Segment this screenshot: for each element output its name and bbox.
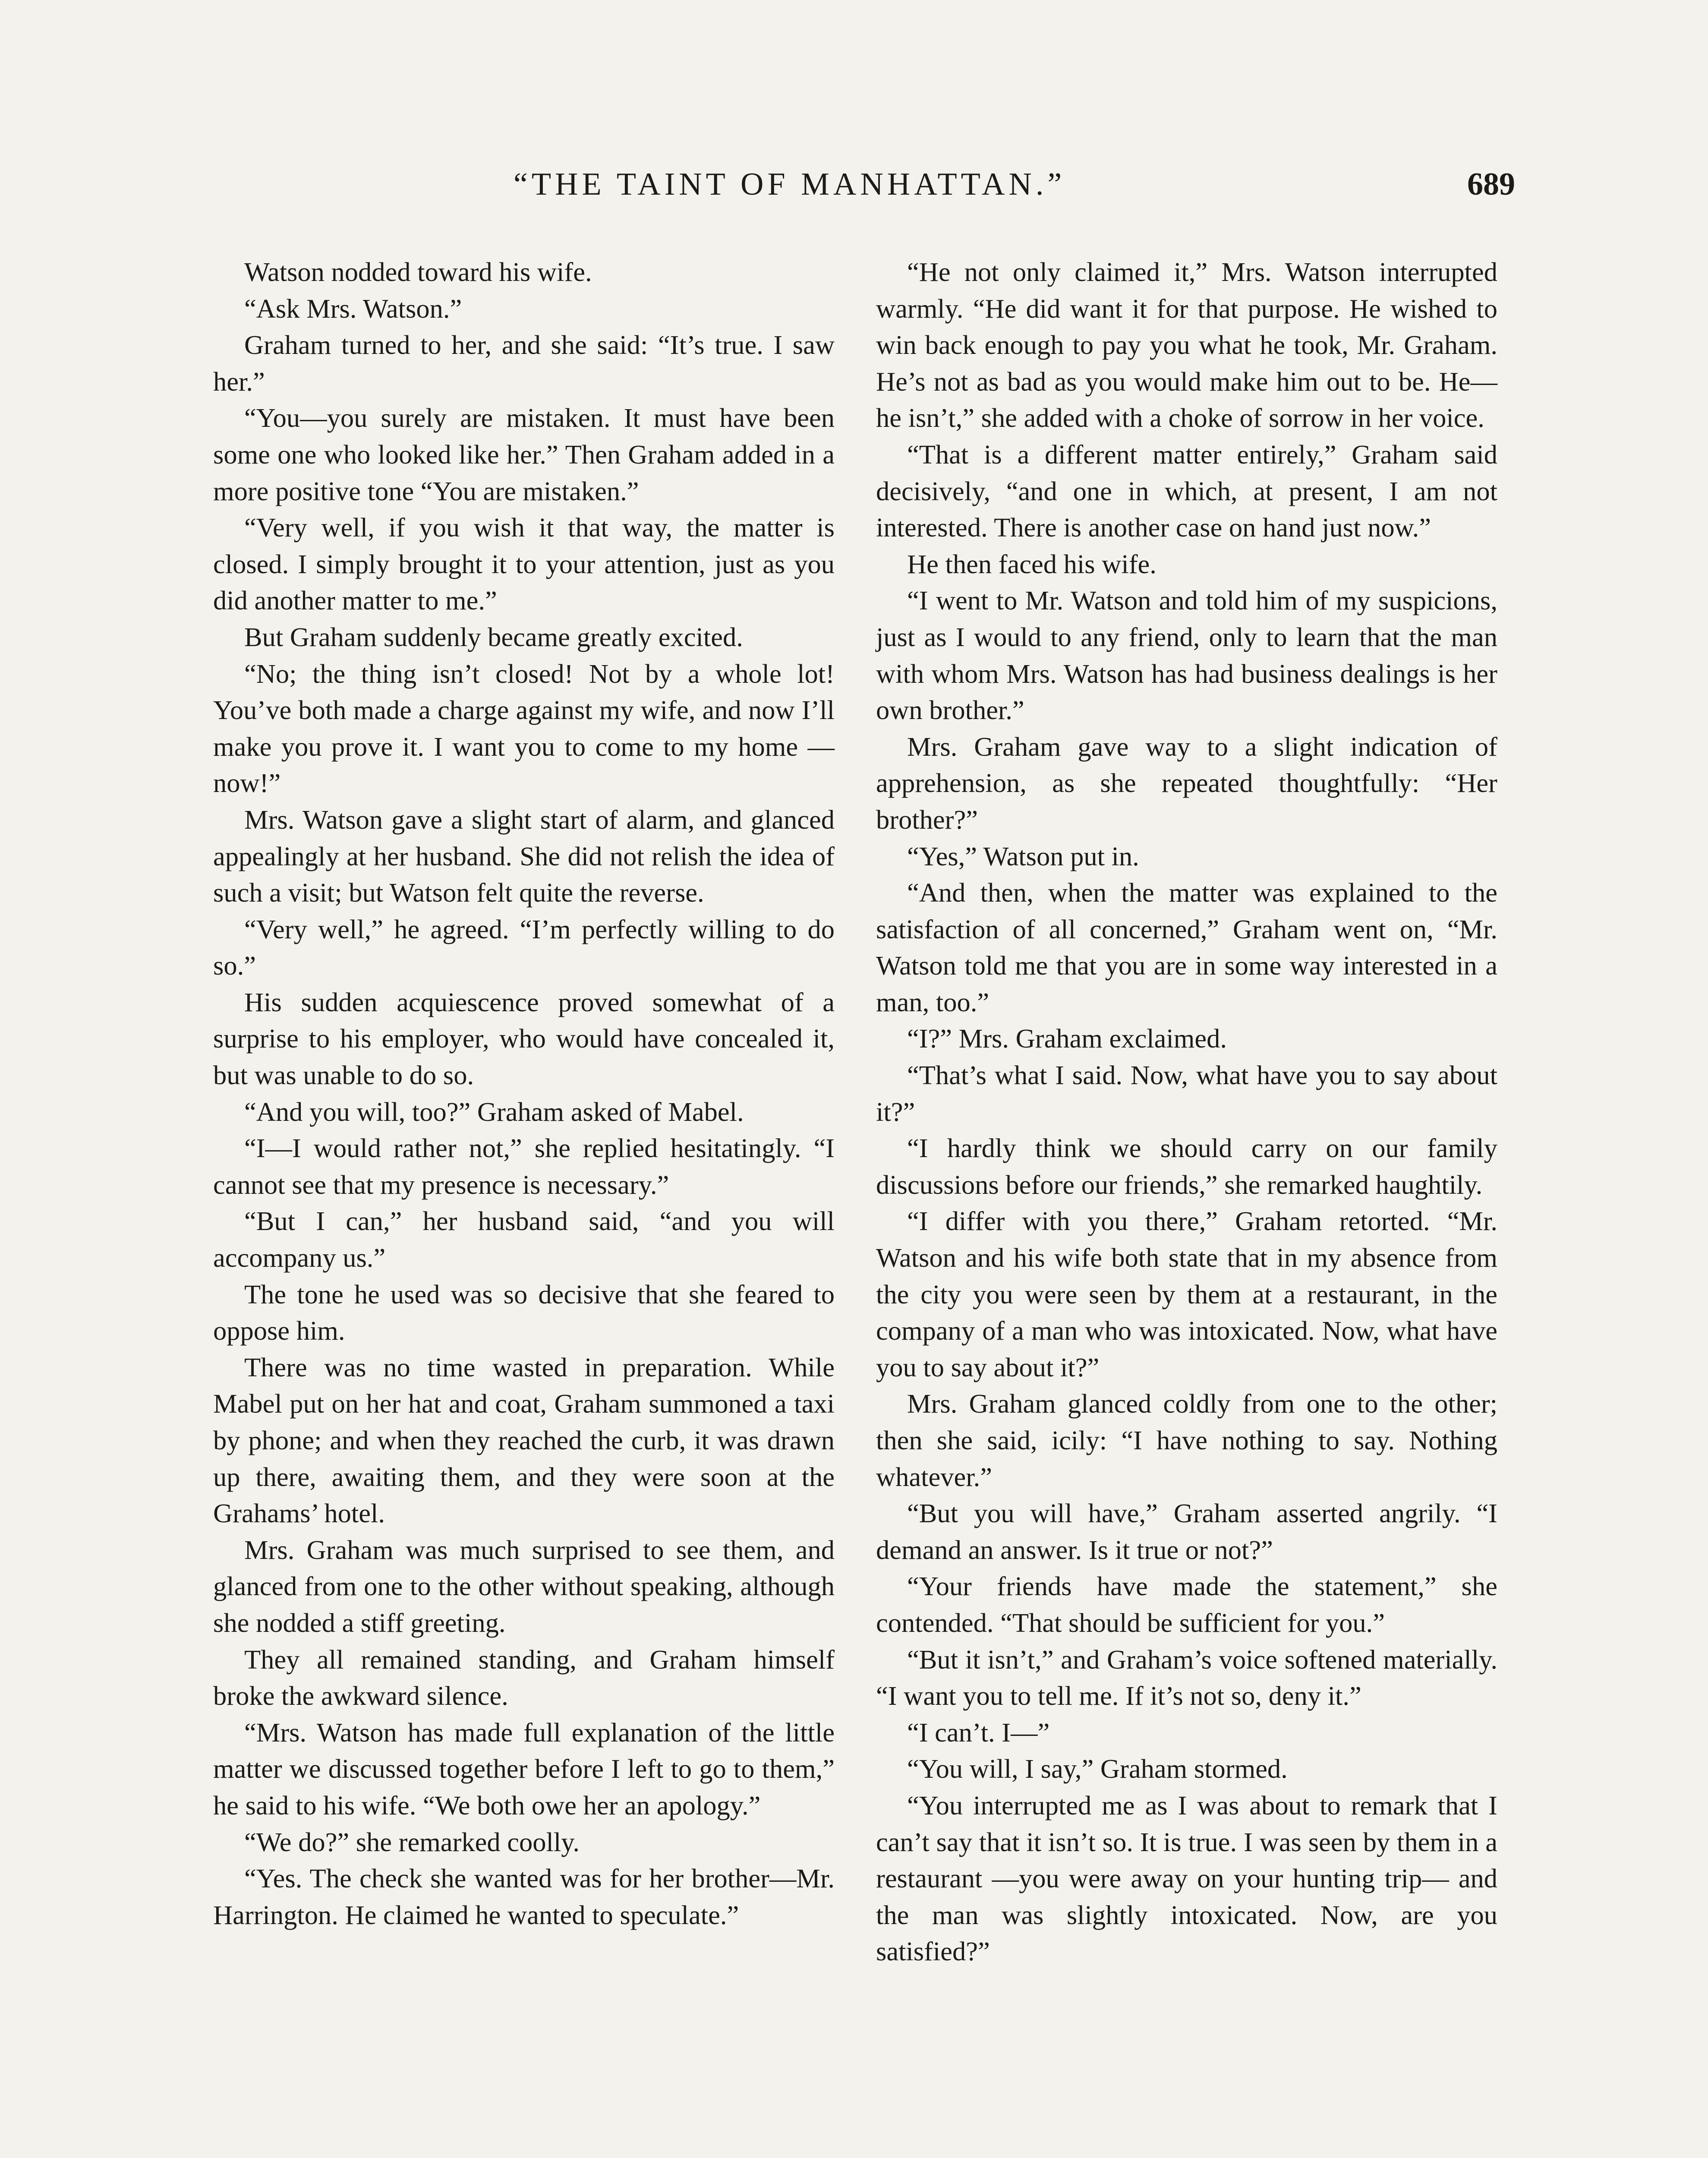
left-column — [213, 254, 835, 1933]
paragraph: Mrs. Graham glanced coldly from one to the other; then she said, icily: “I have nothing to say. Nothing whatever.” — [876, 1388, 1497, 1492]
paragraph: “And then, when the matter was explained to the satisfaction of all concerned,” Graham went on, “Mr. Watson told me that you are in some way interested in a man, too.” — [876, 877, 1497, 1017]
paragraph: “Ask Mrs. Watson.” — [244, 293, 462, 324]
paragraph: Mrs. Graham gave way to a slight indication of apprehension, as she repeated thoughtfully: “Her brother?” — [876, 731, 1497, 835]
paragraph: “You interrupted me as I was about to remark that I can’t say that it isn’t so. It is true. I was seen by them in a restaurant —you were away on your hunting trip— and the man was slightly intoxicated. Now, are you satisfied?” — [876, 1790, 1497, 1967]
paragraph: “Yes. The check she wanted was for her brother—Mr. Harrington. He claimed he wanted to speculate.” — [213, 1863, 835, 1930]
paragraph: “Yes,” Watson put in. — [907, 841, 1139, 871]
paragraph: Mrs. Graham was much surprised to see them, and glanced from one to the other without speaking, although she nodded a stiff greeting. — [213, 1534, 835, 1638]
paragraph: “Mrs. Watson has made full explanation of the little matter we discussed together before I left to go to them,” he said to his wife. “We both owe her an apology.” — [213, 1717, 835, 1820]
paragraph: “That is a different matter entirely,” Graham said decisively, “and one in which, at present, I am not interested. There is another case on hand just now.” — [876, 439, 1497, 543]
paragraph: “He not only claimed it,” Mrs. Watson interrupted warmly. “He did want it for that purpose. He wished to win back enough to pay you what he took, Mr. Graham. He’s not as bad as you would make him out to be. He—he isn’t,” she added with a choke of sorrow in her voice. — [876, 257, 1497, 433]
paragraph: “And you will, too?” Graham asked of Mabel. — [244, 1096, 744, 1127]
paragraph: “We do?” she remarked coolly. — [244, 1827, 580, 1857]
paragraph: There was no time wasted in preparation. While Mabel put on her hat and coat, Graham summoned a taxi by phone; and when they reached the curb, it was drawn up there, awaiting them, and they were soon at the Grahams’ hotel. — [213, 1352, 835, 1529]
paragraph: “But I can,” her husband said, “and you will accompany us.” — [213, 1206, 835, 1273]
paragraph: Mrs. Watson gave a slight start of alarm, and glanced appealingly at her husband. She did not relish the idea of such a visit; but Watson felt quite the reverse. — [213, 804, 835, 908]
paragraph: “I?” Mrs. Graham exclaimed. — [907, 1023, 1227, 1054]
paragraph: “I differ with you there,” Graham retorted. “Mr. Watson and his wife both state that in my absence from the city you were seen by them at a restaurant, in the company of a man who was intoxicated. Now, what have you to say about it?” — [876, 1206, 1497, 1382]
paragraph: He then faced his wife. — [907, 549, 1157, 579]
paragraph: “Very well, if you wish it that way, the matter is closed. I simply brought it to your attention, just as you did another matter to me.” — [213, 512, 835, 616]
paragraph: “I went to Mr. Watson and told him of my suspicions, just as I would to any friend, only to learn that the man with whom Mrs. Watson has had business dealings is her own brother.” — [876, 585, 1497, 726]
page-number: 689 — [1467, 167, 1515, 202]
running-header — [0, 161, 1708, 212]
paragraph: “You—you surely are mistaken. It must have been some one who looked like her.” Then Graham added in a more positive tone “You are mistaken.” — [213, 403, 835, 506]
paragraph: “I—I would rather not,” she replied hesitatingly. “I cannot see that my presence is necessary.” — [213, 1133, 835, 1200]
paragraph: “No; the thing isn’t closed! Not by a whole lot! You’ve both made a charge against my wife, and now I’ll make you prove it. I want you to come to my home —now!” — [213, 658, 835, 798]
paragraph: “Your friends have made the statement,” she contended. “That should be sufficient for you.” — [876, 1571, 1497, 1638]
paragraph: The tone he used was so decisive that she feared to oppose him. — [213, 1279, 835, 1346]
paragraph: “But you will have,” Graham asserted angrily. “I demand an answer. Is it true or not?” — [876, 1498, 1497, 1565]
paragraph: “I can’t. I—” — [907, 1717, 1050, 1748]
paragraph: They all remained standing, and Graham himself broke the awkward silence. — [213, 1644, 835, 1711]
paragraph: “Very well,” he agreed. “I’m perfectly willing to do so.” — [213, 914, 835, 981]
right-column — [876, 254, 1497, 1970]
paragraph: Watson nodded toward his wife. — [244, 257, 592, 287]
paragraph: Graham turned to her, and she said: “It’s true. I saw her.” — [213, 330, 835, 397]
paragraph: His sudden acquiescence proved somewhat of a surprise to his employer, who would have concealed it, but was unable to do so. — [213, 987, 835, 1091]
paragraph: “That’s what I said. Now, what have you to say about it?” — [876, 1060, 1497, 1127]
paragraph: “I hardly think we should carry on our family discussions before our friends,” she remarked haughtily. — [876, 1133, 1497, 1200]
paragraph: But Graham suddenly became greatly excited. — [244, 622, 743, 652]
paragraph: “You will, I say,” Graham stormed. — [907, 1754, 1288, 1784]
running-title: “THE TAINT OF MANHATTAN.” — [514, 167, 1066, 202]
paragraph: “But it isn’t,” and Graham’s voice softened materially. “I want you to tell me. If it’s not so, deny it.” — [876, 1644, 1497, 1711]
